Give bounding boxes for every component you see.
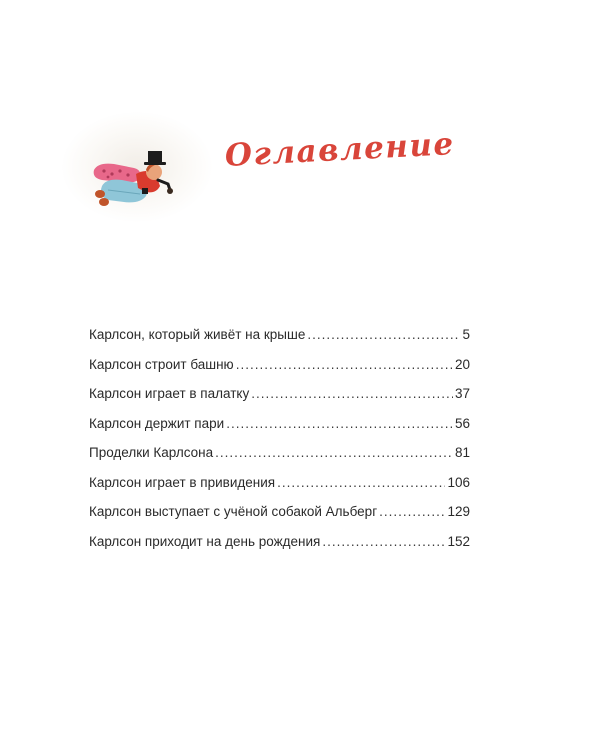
- toc-entry-page: 5: [462, 327, 470, 342]
- toc-entry[interactable]: [89, 445, 470, 475]
- flying-karlsson-icon: [88, 148, 184, 218]
- toc-leader-dots: [226, 416, 453, 431]
- toc-leader-dots: [322, 534, 445, 549]
- toc-entry-title: Карлсон играет в привидения: [89, 474, 276, 490]
- shoe-shape: [95, 190, 105, 198]
- toc-entry[interactable]: [89, 416, 470, 446]
- hat-brim: [144, 162, 166, 165]
- hat-crown: [148, 151, 162, 163]
- hand-shape: [167, 188, 173, 194]
- shoe-shape: [99, 198, 109, 206]
- toc-leader-dots: [251, 386, 453, 401]
- toc-entry-title: Проделки Карлсона: [89, 445, 214, 460]
- pillow-dot: [102, 169, 105, 172]
- toc-entry-page: 106: [447, 474, 470, 490]
- toc-entry[interactable]: [89, 534, 470, 564]
- toc-entry-title: Карлсон держит пари: [89, 415, 225, 431]
- toc-leader-dots: [379, 504, 445, 519]
- toc-entry-page: 37: [454, 386, 470, 401]
- pillow-dot: [118, 169, 121, 172]
- toc-entry-title: Карлсон строит башню: [89, 356, 234, 372]
- toc-entry-page: 56: [454, 415, 470, 431]
- toc-entry[interactable]: [89, 475, 470, 505]
- toc-entry[interactable]: [89, 504, 470, 534]
- page-title: Оглавление: [224, 125, 456, 174]
- toc-leader-dots: [236, 357, 453, 372]
- toc-entry-title: Карлсон приходит на день рождения: [89, 533, 321, 549]
- toc-entry[interactable]: [89, 357, 470, 387]
- pillow-dot: [110, 172, 113, 175]
- propeller-hub: [142, 188, 148, 194]
- pillow-dot: [126, 173, 129, 176]
- toc-entry[interactable]: [89, 386, 470, 416]
- toc-entry-page: 81: [454, 445, 470, 460]
- table-of-contents: [89, 327, 470, 563]
- pillow-dot: [107, 176, 110, 179]
- toc-entry-title: Карлсон, который живёт на крыше: [89, 327, 306, 342]
- toc-entry[interactable]: [89, 327, 470, 357]
- toc-leader-dots: [277, 475, 445, 490]
- toc-entry-title: Карлсон играет в палатку: [89, 386, 250, 401]
- toc-entry-page: 152: [447, 533, 470, 549]
- toc-leader-dots: [307, 327, 460, 342]
- toc-leader-dots: [215, 445, 453, 460]
- toc-entry-page: 129: [447, 504, 470, 519]
- arm-shape: [158, 180, 170, 190]
- toc-entry-title: Карлсон выступает с учёной собакой Альберг: [89, 504, 378, 519]
- toc-entry-page: 20: [454, 356, 470, 372]
